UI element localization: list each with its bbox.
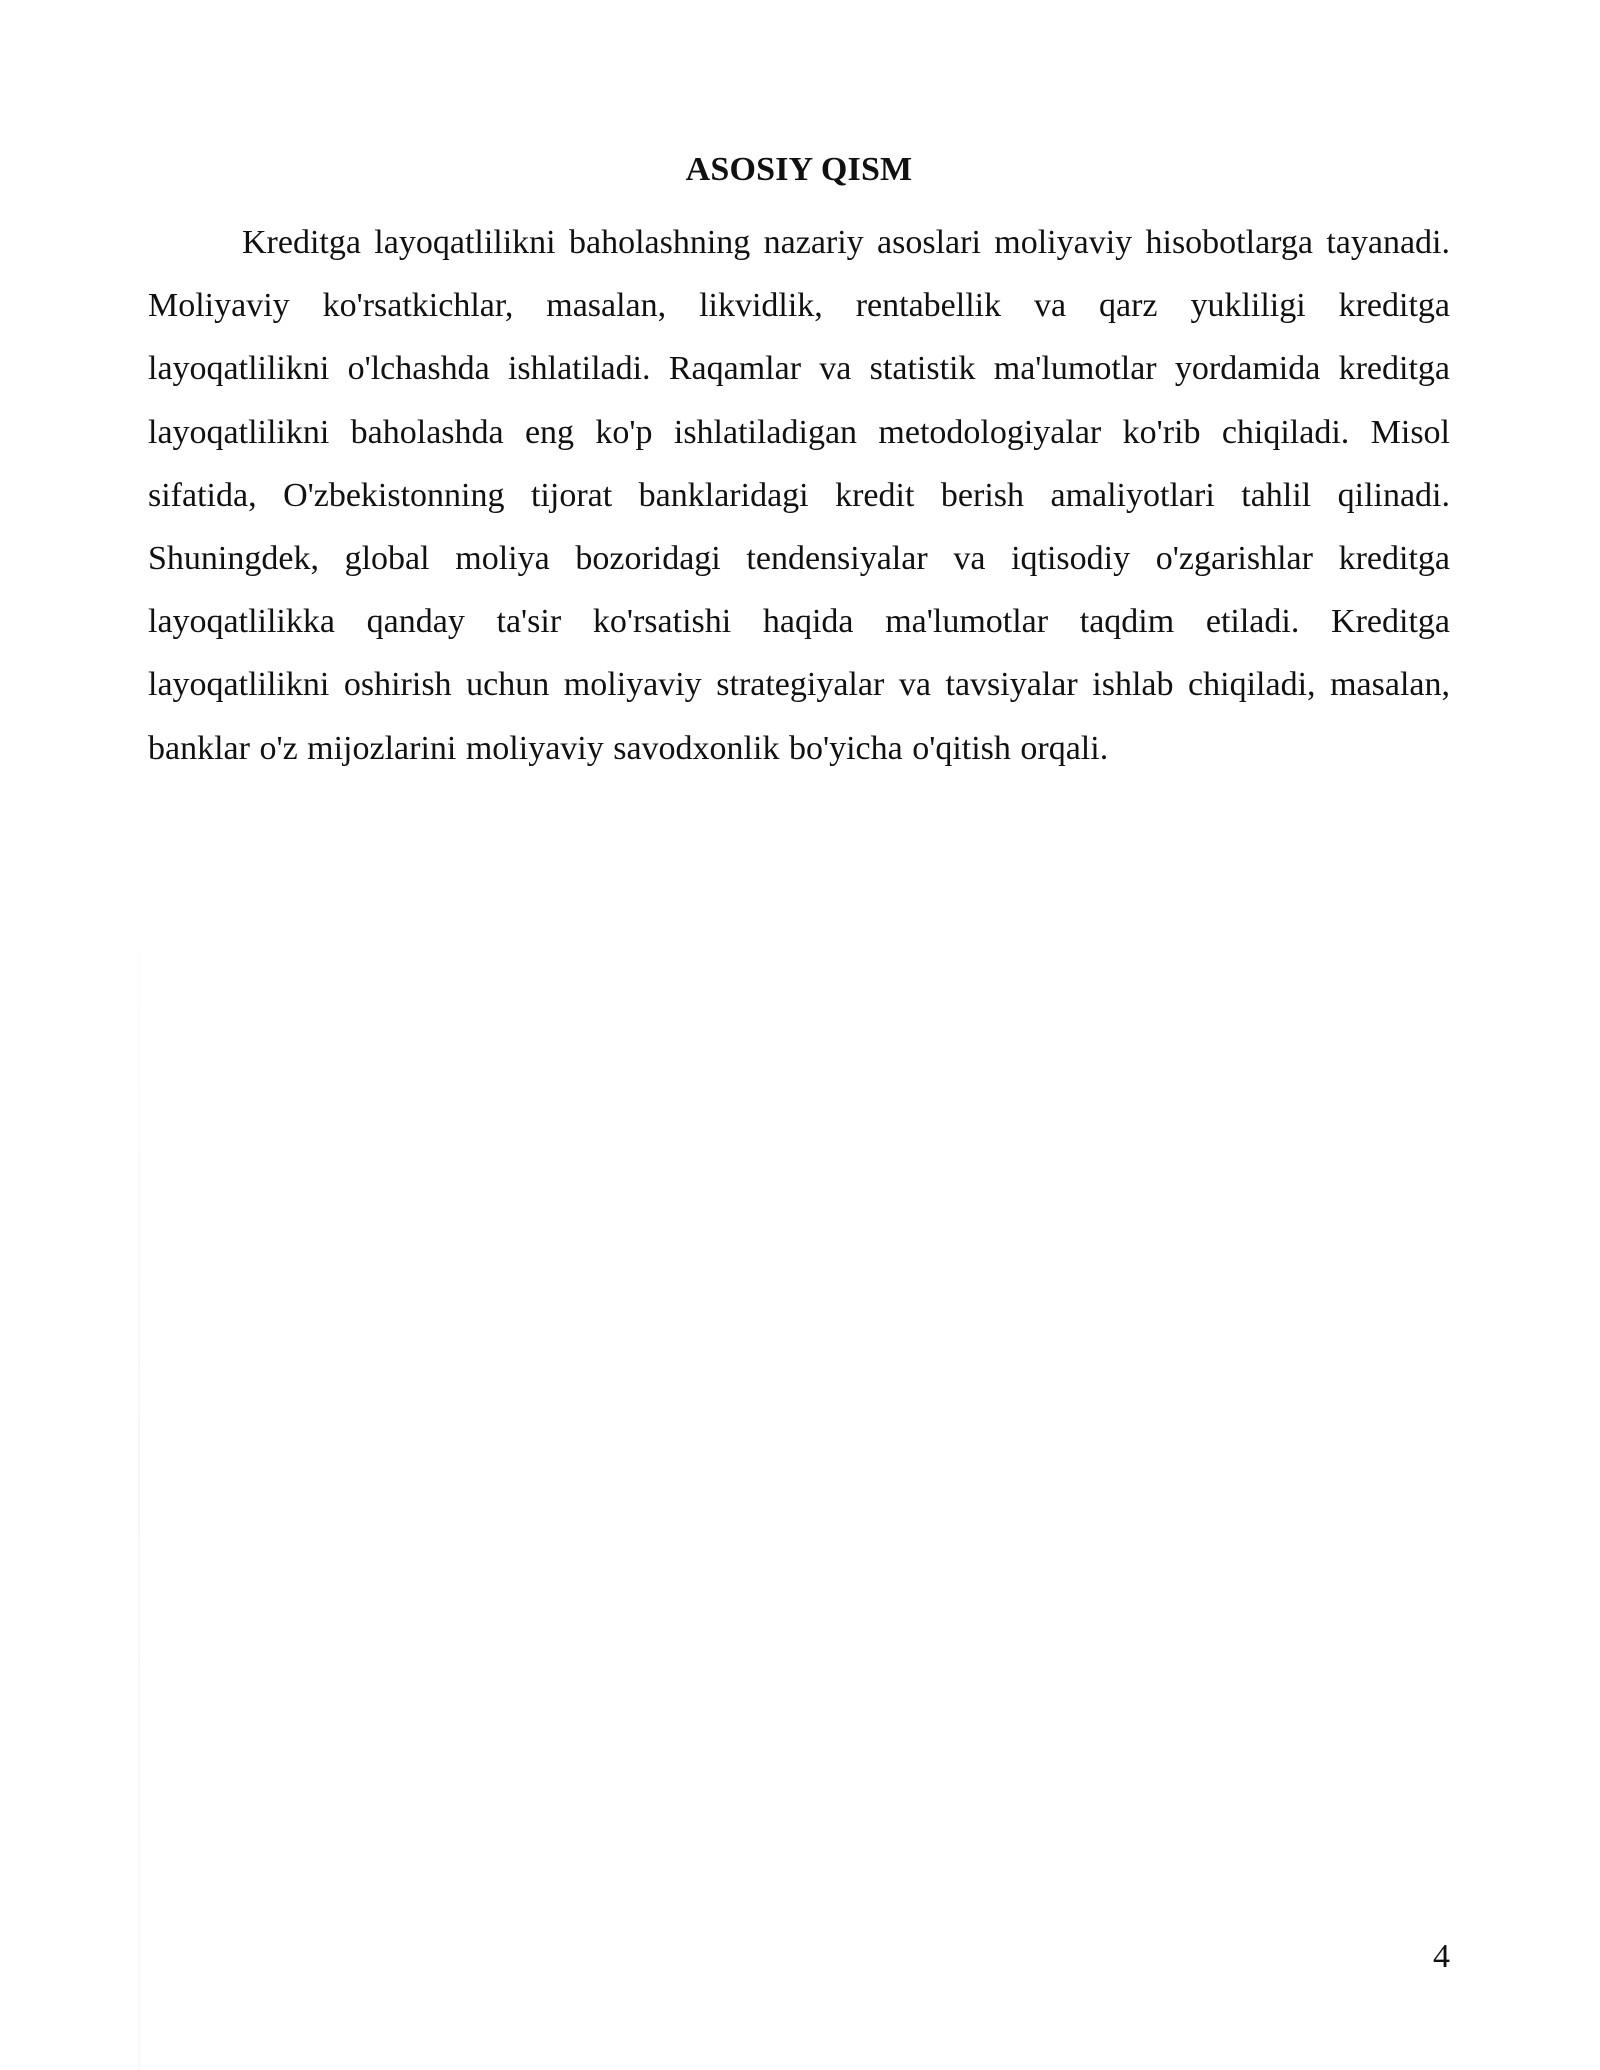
page-number: 4 [1433, 1938, 1450, 1975]
page-content [148, 145, 1450, 780]
body-paragraph: Kreditga layoqatlilikni baholashning nazariy asoslari moliyaviy hisobotlarga tayanadi. Moliyaviy ko'rsatkichlar, masalan, likvidlik, rentabellik va qarz yukliligi kreditga layoqatlilikni o'lchashda ishlatiladi. Raqamlar va statistik ma'lumotlar yordamida kreditga layoqatlilikni baholashda eng ko'p ishlatiladigan metodologiyalar ko'rib chiqiladi. Misol sifatida, O'zbekistonning tijorat banklaridagi kredit berish amaliyotlari tahlil qilinadi. Shuningdek, global moliya bozoridagi tendensiyalar va iqtisodiy o'zgarishlar kreditga layoqatlilikka qanday ta'sir ko'rsatishi haqida ma'lumotlar taqdim etiladi. Kreditga layoqatlilikni oshirish uchun moliyaviy strategiyalar va tavsiyalar ishlab chiqiladi, masalan, banklar o'z mijozlarini moliyaviy savodxonlik bo'yicha o'qitish orqali. [148, 224, 1450, 767]
page-shadow-edge [138, 840, 140, 2070]
section-heading: ASOSIY QISM [685, 151, 913, 188]
